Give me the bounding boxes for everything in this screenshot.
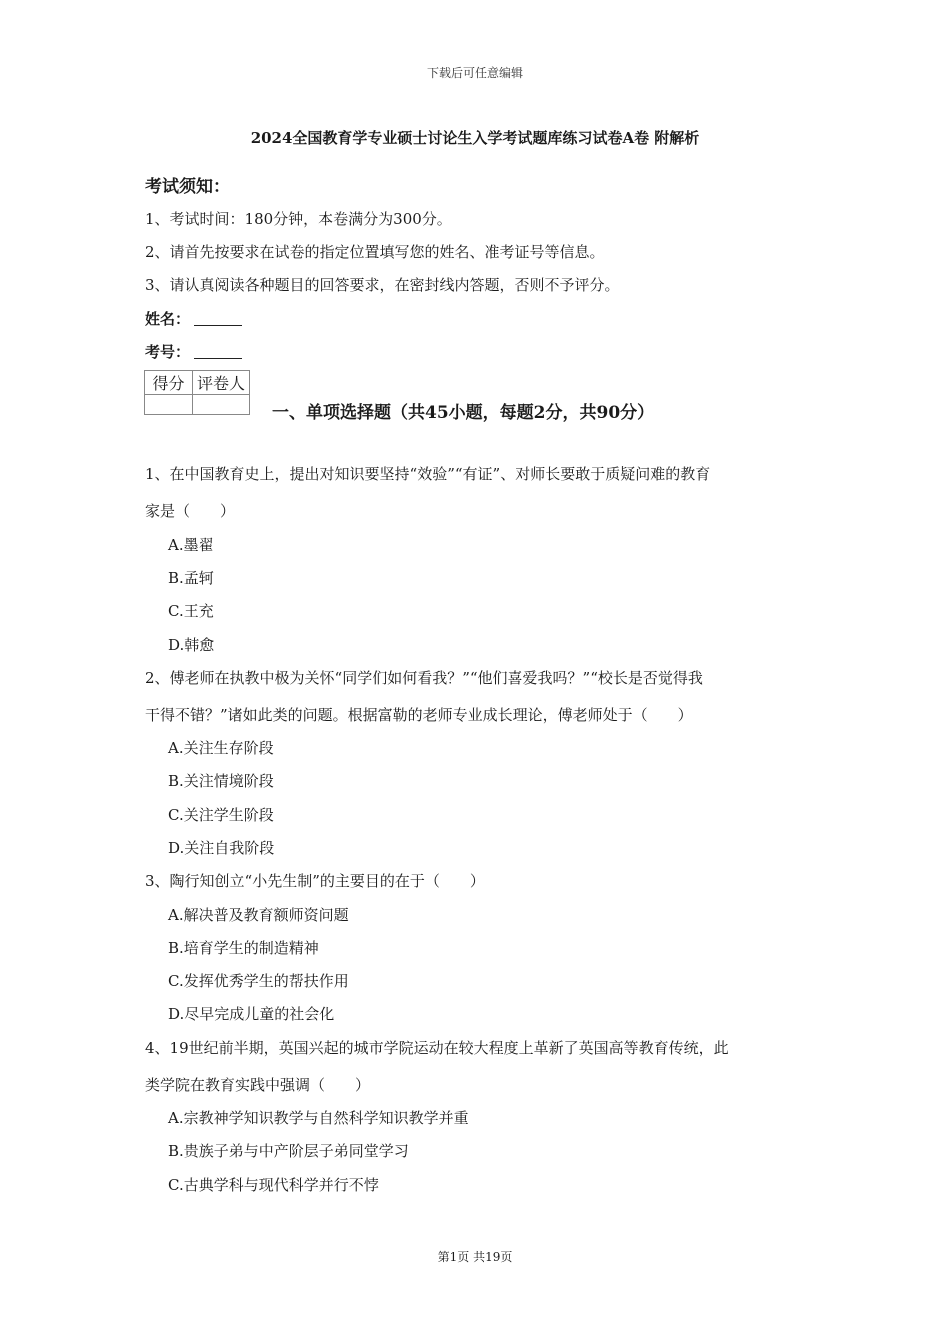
id-field — [145, 341, 242, 362]
grader-header: 评卷人 — [193, 371, 250, 395]
score-cell[interactable] — [145, 395, 193, 415]
question-line: 干得不错？”诸如此类的问题。根据富勒的老师专业成长理论，傅老师处于（ ） — [145, 706, 693, 724]
option: A.关注生存阶段 — [168, 739, 274, 757]
score-header: 得分 — [145, 371, 193, 395]
question-line: 家是（ ） — [145, 502, 236, 520]
option: C.古典学科与现代科学并行不悖 — [168, 1176, 379, 1194]
name-label: 姓名： — [145, 310, 191, 328]
notice-heading: 考试须知： — [145, 177, 230, 197]
option: B.关注情境阶段 — [168, 772, 274, 790]
option: D.关注自我阶段 — [168, 839, 275, 857]
page-footer: 第1页 共19页 — [437, 1250, 513, 1264]
question-line: 3、陶行知创立“小先生制”的主要目的在于（ ） — [145, 872, 485, 890]
option: D.尽早完成儿童的社会化 — [168, 1005, 335, 1023]
option: A.宗教神学知识教学与自然科学知识教学并重 — [168, 1109, 469, 1127]
option: B.贵族子弟与中产阶层子弟同堂学习 — [168, 1142, 409, 1160]
id-label: 考号： — [145, 343, 191, 361]
name-field — [145, 308, 242, 329]
question-line: 4、19世纪前半期，英国兴起的城市学院运动在较大程度上革新了英国高等教育传统，此 — [145, 1039, 729, 1057]
option: C.关注学生阶段 — [168, 806, 274, 824]
question-line: 1、在中国教育史上，提出对知识要坚持“效验”“有证”、对师长要敢于质疑问难的教育 — [145, 465, 711, 483]
question-line: 2、傅老师在执教中极为关怀“同学们如何看我？”“他们喜爱我吗？”“校长是否觉得我 — [145, 669, 703, 687]
notice-item: 2、请首先按要求在试卷的指定位置填写您的姓名、准考证号等信息。 — [145, 243, 605, 261]
option: C.王充 — [168, 602, 214, 620]
section-title: 一、单项选择题（共45小题，每题2分，共90分） — [272, 403, 655, 423]
notice-item: 1、考试时间：180分钟，本卷满分为300分。 — [145, 210, 452, 228]
document-title: 2024全国教育学专业硕士讨论生入学考试题库练习试卷A卷 附解析 — [250, 129, 700, 147]
notice-item: 3、请认真阅读各种题目的回答要求，在密封线内答题，否则不予评分。 — [145, 276, 620, 294]
option: A.墨翟 — [168, 536, 214, 554]
option: A.解决普及教育额师资问题 — [168, 906, 349, 924]
grader-cell[interactable] — [193, 395, 250, 415]
option: B.孟轲 — [168, 569, 214, 587]
option: D.韩愈 — [168, 636, 215, 654]
name-blank[interactable] — [194, 311, 242, 326]
header-note: 下载后可任意编辑 — [426, 66, 523, 80]
score-table — [144, 370, 250, 415]
option: C.发挥优秀学生的帮扶作用 — [168, 972, 349, 990]
option: B.培育学生的制造精神 — [168, 939, 319, 957]
question-line: 类学院在教育实践中强调（ ） — [145, 1076, 371, 1094]
id-blank[interactable] — [194, 344, 242, 359]
